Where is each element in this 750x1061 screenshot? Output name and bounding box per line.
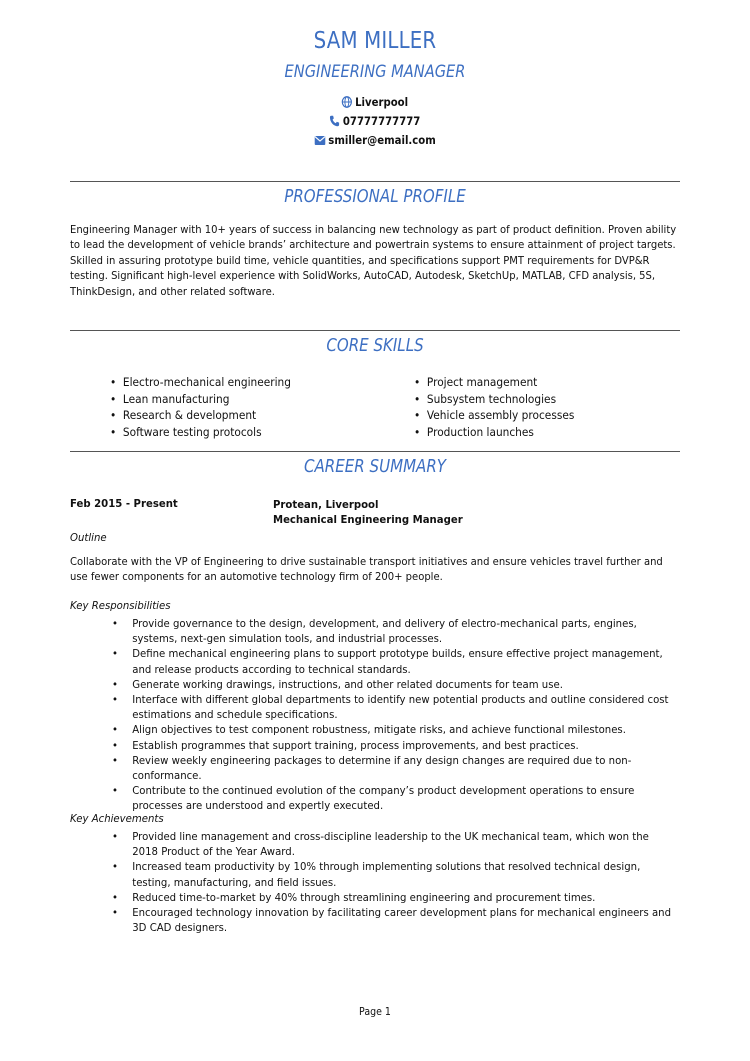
divider xyxy=(70,451,680,452)
career-heading: CAREER SUMMARY xyxy=(303,457,447,477)
skill-item: • Production launches xyxy=(414,424,574,441)
job-employer: Protean, Liverpool xyxy=(273,498,379,511)
responsibilities-label: Key Responsibilities xyxy=(70,599,171,612)
skill-item: • Vehicle assembly processes xyxy=(414,407,574,424)
divider xyxy=(70,330,680,331)
skill-item: • Research & development xyxy=(110,407,291,424)
responsibilities-list xyxy=(112,616,702,814)
contact-email xyxy=(45,133,705,147)
list-item: • Increased team productivity by 10% through implementing solutions that resolved technical design, testing, manufacturing, and field issues. xyxy=(112,859,675,889)
profile-text xyxy=(70,222,682,299)
profile-heading: PROFESSIONAL PROFILE xyxy=(284,187,466,207)
skills-heading: CORE SKILLS xyxy=(326,336,424,356)
candidate-title: ENGINEERING MANAGER xyxy=(284,62,466,82)
divider xyxy=(70,181,680,182)
skill-item: • Software testing protocols xyxy=(110,424,291,441)
list-item: • Encouraged technology innovation by facilitating career development plans for mechanical engineers and 3D CAD designers. xyxy=(112,905,675,935)
job-dates: Feb 2015 - Present xyxy=(70,497,178,510)
candidate-name: SAM MILLER xyxy=(313,28,437,54)
list-item: • Interface with different global departments to identify new potential products and outline considered cost estimations and schedule specifications. xyxy=(112,692,675,722)
list-item: • Align objectives to test component robustness, mitigate risks, and achieve functional milestones. xyxy=(112,722,675,737)
outline-paragraph: Collaborate with the VP of Engineering to drive sustainable transport initiatives and ensure vehicles travel further and use fewer components for an automotive technology firm of 200+ people. xyxy=(70,555,663,584)
phone-icon xyxy=(330,115,341,127)
page-number: Page 1 xyxy=(359,1006,391,1018)
globe-icon xyxy=(342,96,353,108)
achievements-label: Key Achievements xyxy=(70,812,164,825)
contact-phone xyxy=(45,114,705,128)
phone-text: 07777777777 xyxy=(342,114,421,128)
skill-item: • Project management xyxy=(414,374,574,391)
list-item: • Define mechanical engineering plans to support prototype builds, ensure effective project management, and release products according to technical standards. xyxy=(112,646,675,676)
envelope-icon xyxy=(314,135,325,146)
skills-left-list xyxy=(110,374,307,440)
location-text: Liverpool xyxy=(355,95,409,109)
achievements-list xyxy=(112,829,702,935)
outline-label: Outline xyxy=(70,531,107,544)
job-employer-block xyxy=(273,497,463,528)
list-item: • Generate working drawings, instructions, and other related documents for team use. xyxy=(112,677,675,692)
list-item: • Reduced time-to-market by 40% through streamlining engineering and procurement times. xyxy=(112,890,675,905)
skill-item: • Lean manufacturing xyxy=(110,391,291,408)
skill-item: • Electro-mechanical engineering xyxy=(110,374,291,391)
skills-right-list xyxy=(414,374,588,440)
outline-text xyxy=(70,554,682,585)
email-text: smiller@email.com xyxy=(328,133,436,147)
job-position: Mechanical Engineering Manager xyxy=(273,513,463,527)
profile-paragraph: Engineering Manager with 10+ years of success in balancing new technology as part of product definition. Proven ability to lead the development of vehicle brands’ architecture and powertrain systems to ensure attainment of project targets. Skilled in assuring prototype build time, vehicle quantities, and specifications support PMT requirements for DVP&R testing. Significant high-level experience with SolidWorks, AutoCAD, Autodesk, SketchUp, MATLAB, CFD analysis, 5S, ThinkDesign, and other related software. xyxy=(70,223,677,298)
list-item: • Review weekly engineering packages to determine if any design changes are required due to non-conformance. xyxy=(112,753,675,783)
list-item: • Provided line management and cross-discipline leadership to the UK mechanical team, which won the 2018 Product of the Year Award. xyxy=(112,829,675,859)
list-item: • Contribute to the continued evolution of the company’s product development operations to ensure processes are understood and expertly executed. xyxy=(112,783,675,813)
list-item: • Establish programmes that support training, process improvements, and best practices. xyxy=(112,738,675,753)
skill-item: • Subsystem technologies xyxy=(414,391,574,408)
contact-location xyxy=(45,95,705,109)
list-item: • Provide governance to the design, development, and delivery of electro-mechanical parts, engines, systems, next-gen simulation tools, and industrial processes. xyxy=(112,616,675,646)
